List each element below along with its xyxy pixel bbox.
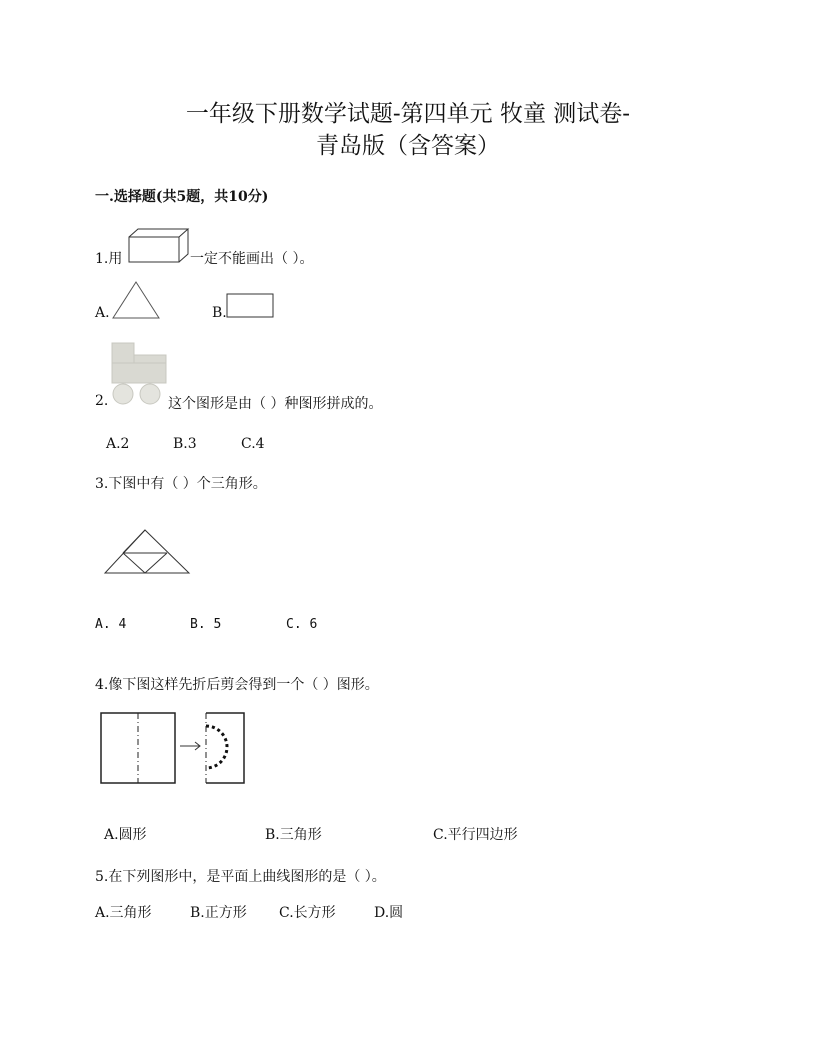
q3-triangles-figure [104,528,190,574]
q2-option-c: C.4 [241,436,265,452]
q1-cuboid-figure [128,228,190,264]
q4-stem: 4.像下图这样先折后剪会得到一个（ ）图形。 [95,677,379,693]
q1-option-b-rectangle-figure [226,293,274,319]
page-title-line-2: 青岛版（含答案） [316,133,500,159]
q4-option-a: A.圆形 [104,827,147,843]
q3-option-a: A. 4 [95,617,127,632]
page-title-line-1: 一年级下册数学试题-第四单元 牧童 测试卷- [185,101,631,127]
q2-option-a: A.2 [106,436,130,452]
q4-fold-cut-figure [100,712,248,786]
q5-option-d: D.圆 [374,905,404,921]
q1-option-a-triangle-figure [111,280,161,320]
section-heading: 一.选择题(共5题，共10分) [95,189,269,205]
q2-stem: 这个图形是由（ ）种图形拼成的。 [168,396,383,412]
q2-prefix: 2. [95,393,109,409]
q1-prefix: 1.用 [95,251,123,267]
q1-stem: 一定不能画出（ ）。 [190,251,314,267]
q4-option-c: C.平行四边形 [433,827,518,843]
q3-stem: 3.下图中有（ ）个三角形。 [95,476,267,492]
q2-option-b: B.3 [173,436,197,452]
q5-option-b: B.正方形 [190,905,247,921]
q3-option-b: B. 5 [190,617,222,632]
q5-stem: 5.在下列图形中，是平面上曲线图形的是（ ）。 [95,869,386,885]
q1-option-b-label: B. [212,305,227,321]
q4-option-b: B.三角形 [265,827,322,843]
q5-option-c: C.长方形 [279,905,336,921]
q3-option-c: C. 6 [286,617,318,632]
q1-option-a-label: A. [95,305,110,321]
q2-cart-figure [110,342,170,408]
q5-option-a: A.三角形 [95,905,152,921]
